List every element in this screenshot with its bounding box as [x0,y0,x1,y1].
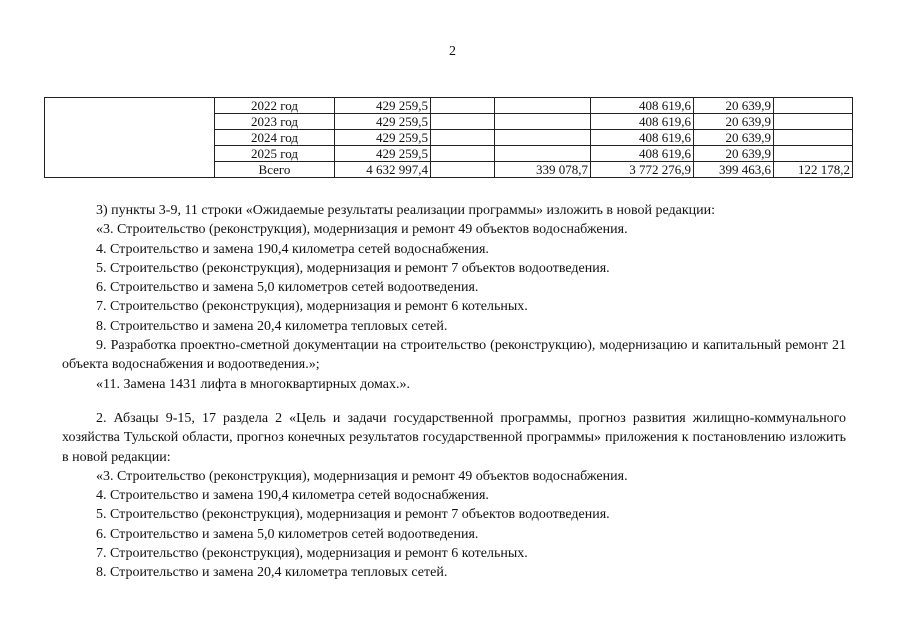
section-2-amendment [62,409,846,583]
section-intro: 3) пункты 3-9, 11 строки «Ожидаемые результаты реализации программы» изложить в новой редакции: [96,203,716,218]
page-number: 2 [449,44,456,59]
list-item: 4. Строительство и замена 190,4 километра сетей водоснабжения. [96,488,489,504]
list-item: 8. Строительство и замена 20,4 километра тепловых сетей. [96,565,448,581]
value-cell: 339 078,7 [495,162,591,178]
list-item: 6. Строительство и замена 5,0 километров сетей водоотведения. [96,280,479,296]
value-cell [431,162,495,178]
list-item: 8. Строительство и замена 20,4 километра тепловых сетей. [96,318,448,334]
list-item: 6. Строительство и замена 5,0 километров сетей водоотведения. [96,526,479,542]
value-cell [431,114,495,130]
value-cell: 408 619,6 [591,146,694,162]
value-cell: 408 619,6 [591,130,694,146]
year-cell: 2025 год [215,146,335,162]
list-item: «11. Замена 1431 лифта в многоквартирных домах.». [96,376,410,392]
value-cell: 20 639,9 [694,146,774,162]
value-cell: 20 639,9 [694,130,774,146]
value-cell [431,130,495,146]
list-item: 4. Строительство и замена 190,4 километра сетей водоснабжения. [96,241,489,257]
value-cell [495,114,591,130]
value-cell: 399 463,6 [694,162,774,178]
value-cell: 408 619,6 [591,98,694,114]
value-cell: 429 259,5 [335,146,431,162]
section-intro: 2. Абзацы 9-15, 17 раздела 2 «Цель и задачи государственной программы, прогноз развития жилищно-коммунального хозяйства Тульской области, прогноз конечных результатов государственной программы» приложения к постановлению изложить в новой редакции: [62,411,846,465]
list-item: 7. Строительство (реконструкция), модернизация и ремонт 6 котельных. [96,299,528,315]
value-cell: 4 632 997,4 [335,162,431,178]
value-cell [774,146,853,162]
value-cell [774,98,853,114]
year-cell: 2024 год [215,130,335,146]
total-label-cell: Всего [215,162,335,178]
table-row [45,98,853,114]
table-blank-cell [45,98,215,178]
list-item: 9. Разработка проектно-сметной документации на строительство (реконструкцию), модернизацию и капитальный ремонт 21 объекта водоснабжения и водоотведения.»; [62,338,846,373]
value-cell: 429 259,5 [335,98,431,114]
value-cell [431,146,495,162]
list-item: 5. Строительство (реконструкция), модернизация и ремонт 7 объектов водоотведения. [96,507,610,523]
value-cell: 20 639,9 [694,98,774,114]
list-item: «3. Строительство (реконструкция), модернизация и ремонт 49 объектов водоснабжения. [96,222,628,238]
value-cell [431,98,495,114]
year-cell: 2022 год [215,98,335,114]
list-item: «3. Строительство (реконструкция), модернизация и ремонт 49 объектов водоснабжения. [96,468,628,484]
list-item: 7. Строительство (реконструкция), модернизация и ремонт 6 котельных. [96,546,528,562]
value-cell [495,130,591,146]
year-cell: 2023 год [215,114,335,130]
value-cell: 429 259,5 [335,114,431,130]
value-cell [495,98,591,114]
value-cell: 20 639,9 [694,114,774,130]
list-item: 5. Строительство (реконструкция), модернизация и ремонт 7 объектов водоотведения. [96,260,610,276]
expected-results-section [62,201,846,394]
value-cell: 122 178,2 [774,162,853,178]
value-cell: 429 259,5 [335,130,431,146]
budget-table [44,97,853,178]
value-cell [495,146,591,162]
value-cell [774,130,853,146]
value-cell: 3 772 276,9 [591,162,694,178]
value-cell [774,114,853,130]
value-cell: 408 619,6 [591,114,694,130]
